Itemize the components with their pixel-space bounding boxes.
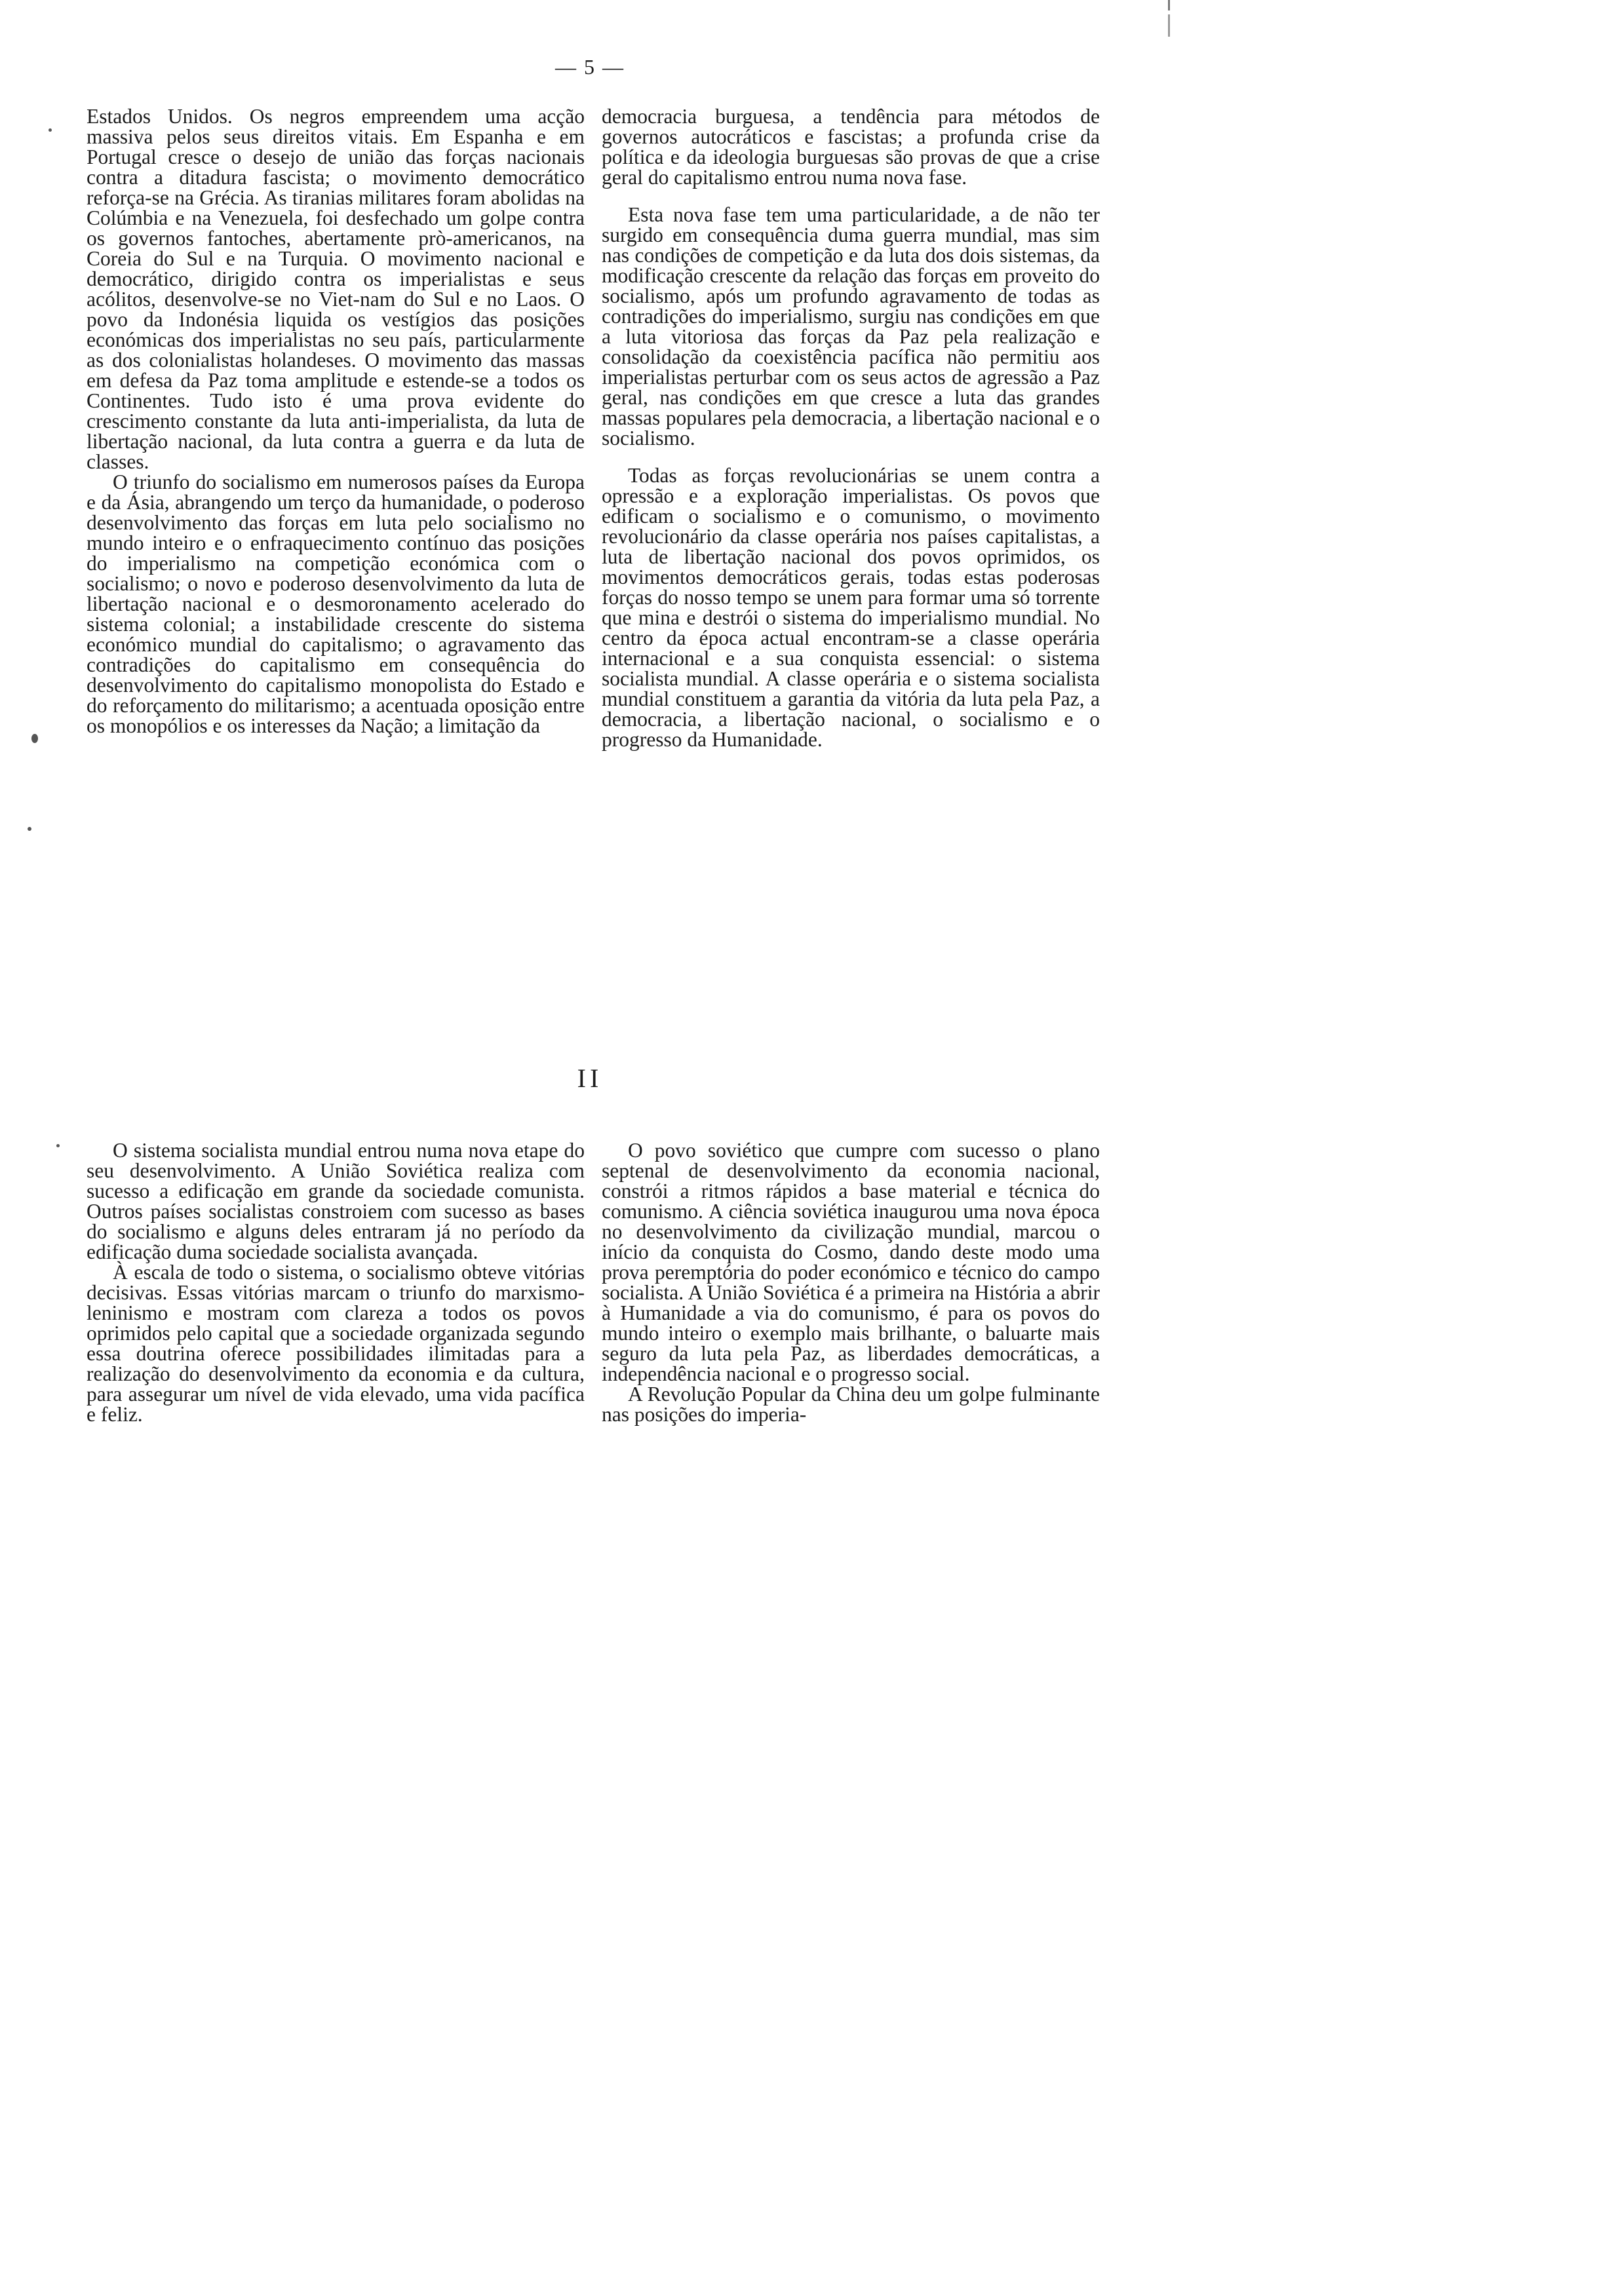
scan-speck: [49, 128, 52, 132]
scan-speck: [28, 827, 31, 831]
top-left-column: [87, 106, 585, 736]
scan-speck: [31, 734, 38, 743]
paragraph: Todas as forças revolucionárias se unem contra a opressão e a exploração imperialistas. Os povos que edificam o socialismo e o comunismo, o movimento revolucionário da classe operária nos países capitalistas, a luta de libertação nacional dos povos oprimidos, os movimentos democráticos gerais, todas estas poderosas forças do nosso tempo se unem para formar uma só torrente que mina e destrói o sistema do imperialismo mundial. No centro da época actual encontram-se a classe operária internacional e a sua conquista essencial: o sistema socialista mundial. A classe operária e o sistema socialista mundial constituem a garantia da vitória da luta pela Paz, a democracia, a libertação nacional, o socialismo e o progresso da Humanidade.: [602, 464, 1100, 751]
page-number: — 5 —: [555, 55, 625, 79]
paragraph: A Revolução Popular da China deu um golpe fulminante nas posições do imperia-: [602, 1383, 1100, 1426]
paragraph: democracia burguesa, a tendência para métodos de governos autocráticos e fascistas; a profunda crise da política e da ideologia burguesas são provas de que a crise geral do capitalismo entrou numa nova fase.: [602, 105, 1100, 189]
scan-edge-mark: [1168, 0, 1170, 10]
paragraph: O triunfo do socialismo em numerosos países da Europa e da Ásia, abrangendo um terço da humanidade, o poderoso desenvolvimento das forças em luta pelo socialismo no mundo inteiro e o enfraquecimento contínuo das posições do imperialismo na competição económica com o socialismo; o novo e poderoso desenvolvimento da luta de libertação nacional e o desmoronamento acelerado do sistema colonial; a instabilidade crescente do sistema económico mundial do capitalismo; o agravamento das contradições do capitalismo em consequência do desenvolvimento do capitalismo monopolista do Estado e do reforçamento do militarismo; a acentuada oposição entre os monopólios e os interesses da Nação; a limitação da: [87, 470, 585, 737]
section-heading: II: [577, 1063, 603, 1093]
bottom-left-column: [87, 1140, 585, 1425]
paragraph: Estados Unidos. Os negros empreendem uma acção massiva pelos seus direitos vitais. Em Espanha e em Portugal cresce o desejo de união das forças nacionais contra a ditadura fascista; o movimento democrático reforça-se na Grécia. As tiranias militares foram abolidas na Colúmbia e na Venezuela, foi desfechado um golpe contra os governos fantoches, abertamente prò-americanos, na Coreia do Sul e na Turquia. O movimento nacional e democrático, dirigido contra os imperialistas e seus acólitos, desenvolve-se no Viet-nam do Sul e no Laos. O povo da Indonésia liquida os vestígios das posições económicas dos imperialistas no seu país, particularmente as dos colonialistas holandeses. O movimento das massas em defesa da Paz toma amplitude e estende-se a todos os Continentes. Tudo isto é uma prova evidente do crescimento constante da luta anti-imperialista, da luta de libertação nacional, da luta contra a guerra e da luta de classes.: [87, 105, 585, 473]
paragraph: Esta nova fase tem uma particularidade, a de não ter surgido em consequência duma guerra mundial, mas sim nas condições de competição e da luta dos dois sistemas, da modificação crescente da relação das forças em proveito do socialismo, após um profundo agravamento de todas as contradições do imperialismo, surgiu nas condições em que a luta vitoriosa das forças da Paz pela realização e consolidação da coexistência pacífica não permitiu aos imperialistas perturbar com os seus actos de agressão a Paz geral, nas condições em que cresce a luta das grandes massas populares pela democracia, a libertação nacional e o socialismo.: [602, 203, 1100, 450]
paragraph: À escala de todo o sistema, o socialismo obteve vitórias decisivas. Essas vitórias marcam o triunfo do marxismo-leninismo e mostram com clareza a todos os povos oprimidos pelo capital que a sociedade organizada segundo essa doutrina oferece possibilidades ilimitadas para a realização do desenvolvimento da economia e da cultura, para assegurar um nível de vida elevado, uma vida pacífica e feliz.: [87, 1261, 585, 1426]
paragraph: O povo soviético que cumpre com sucesso o plano septenal de desenvolvimento da economia nacional, constrói a ritmos rápidos a base material e técnica do comunismo. A ciência soviética inaugurou uma nova época no desenvolvimento da civilização mundial, marcou o início da conquista do Cosmo, dando deste modo uma prova peremptória do poder económico e técnico do campo socialista. A União Soviética é a primeira na História a abrir à Humanidade a via do comunismo, é para os povos do mundo inteiro o exemplo mais brilhante, o baluarte mais seguro da luta pela Paz, as liberdades democráticas, a independência nacional e o progresso social.: [602, 1139, 1100, 1385]
paragraph: O sistema socialista mundial entrou numa nova etape do seu desenvolvimento. A União Soviética realiza com sucesso a edificação em grande da sociedade comunista. Outros países socialistas constroiem com sucesso as bases do socialismo e alguns deles entraram já no período da edificação duma sociedade socialista avançada.: [87, 1139, 585, 1263]
top-right-column: [602, 106, 1100, 750]
scan-speck: [56, 1144, 60, 1147]
scan-edge-mark: [1168, 14, 1170, 37]
bottom-right-column: [602, 1140, 1100, 1425]
